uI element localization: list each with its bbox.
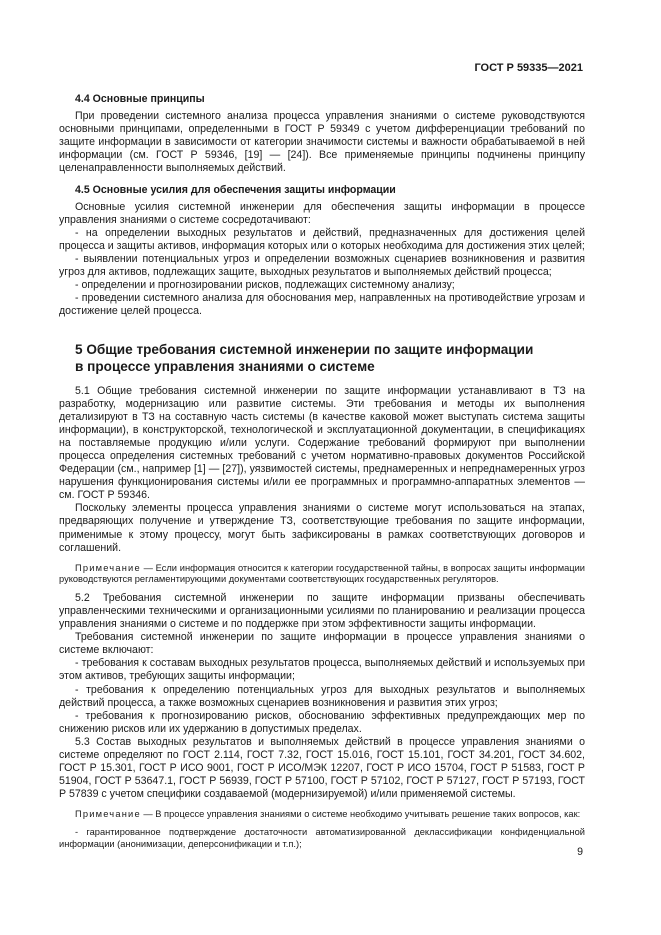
page-content <box>59 93 585 850</box>
section-4-4-text: При проведении системного анализа процесса управления знаниями о системе руководствуются основными принципами, определенными в ГОСТ Р 59349 с учетом дифференциации требований по защите информации в зависимости от категории значимости системы и важности обрабатываемой в ней информации (см. ГОСТ Р 59346, [19] — [24]). Все применяемые принципы подчинены принципу целенаправленности выполняемых действий. <box>59 110 585 175</box>
list-item: - требования к прогнозированию рисков, обоснованию эффективных предупреждающих мер по снижению рисков или их удержанию в допустимых пределах. <box>59 709 585 735</box>
section-5-title <box>75 341 585 375</box>
document-header: ГОСТ Р 59335—2021 <box>474 62 583 74</box>
section-5-title-line2: в процессе управления знаниями о системе <box>75 358 375 374</box>
paragraph-5-2-cont: Требования системной инженерии по защите информации в процессе управления знаниями о системе включают: <box>59 631 585 657</box>
list-item: - требования к определению потенциальных угроз для выходных результатов и выполняемых действий процесса, а также возможных сценариев возникновения и развития этих угроз; <box>59 683 585 709</box>
section-4-4-title: 4.4 Основные принципы <box>75 93 205 105</box>
list-item: - определении и прогнозировании рисков, подлежащих системному анализу; <box>75 279 455 292</box>
list-item: - требования к составам выходных результатов процесса, выполняемых действий и используемых при этом активов, требующих защиты информации; <box>59 657 585 683</box>
list-item: - выявлении потенциальных угроз и определении возможных сценариев возникновения и развития угроз для активов, подлежащих защите, выходных результатов и выполняемых действий процесса; <box>59 253 585 279</box>
note-label: Примечание <box>75 809 141 820</box>
note-label: Примечание <box>75 562 141 573</box>
paragraph-5-3: 5.3 Состав выходных результатов и выполняемых действий в процессе управления знаниями о системе определяют по ГОСТ 2.114, ГОСТ 7.32, ГОСТ 15.016, ГОСТ 15.101, ГОСТ 34.201, ГОСТ 34.602, ГОСТ Р 15.301, ГОСТ Р ИСО 9001, ГОСТ Р ИСО/МЭК 12207, ГОСТ Р ИСО 15704, ГОСТ Р 51583, ГОСТ Р 51904, ГОСТ Р 53647.1, ГОСТ Р 56939, ГОСТ Р 57100, ГОСТ Р 57102, ГОСТ Р 57127, ГОСТ Р 57193, ГОСТ Р 57839 с учетом специфики создаваемой (модернизируемой) и/или применяемой системы. <box>59 735 585 801</box>
paragraph-5-1-cont: Поскольку элементы процесса управления знаниями о системе могут использоваться на этапах, предваряющих получение и утверждение ТЗ, соответствующие требования по защите информации, применимые к этому процессу, могут быть зафиксированы в рамках соответствующих договоров и соглашений. <box>59 502 585 554</box>
note-2 <box>59 809 585 821</box>
paragraph-5-1: 5.1 Общие требования системной инженерии по защите информации устанавливают в ТЗ на разработку, модернизацию или развитие системы. Эти требования и методы их выполнения детализируют в ТЗ на составную часть системы (в качестве каковой может выступать система защиты информации), в конструкторской, технологической и эксплуатационной документации, в спецификациях на поставляемые продукцию и/или услуги. Содержание требований формируют при выполнении процесса определения системных требований с учетом нормативно-правовых документов Российской Федерации (см., например [1] — [27]), уязвимостей системы, преднамеренных и непреднамеренных угроз нарушения функционирования системы и/или ее программных и программно-аппаратных элементов — см. ГОСТ Р 59346. <box>59 384 585 502</box>
section-4-5-title: 4.5 Основные усилия для обеспечения защиты информации <box>75 183 396 196</box>
list-item: - на определении выходных результатов и действий, предназначенных для достижения целей процесса и защиты активов, информация которых или о которых необходима для достижения этих целей; <box>59 226 585 252</box>
note-text: — Если информация относится к категории государственной тайны, в вопросах защиты информации руководствуются регламентирующими документами соответствующих государственных регуляторов. <box>59 562 585 585</box>
list-item: - проведении системного анализа для обоснования мер, направленных на противодействие угрозам и достижение целей процесса. <box>59 292 585 318</box>
note-text: — В процессе управления знаниями о системе необходимо учитывать решение таких вопросов, как: <box>140 809 581 820</box>
section-5-title-line1: 5 Общие требования системной инженерии по защите информации <box>75 341 534 357</box>
page-number: 9 <box>577 846 583 858</box>
paragraph-5-2: 5.2 Требования системной инженерии по защите информации призваны обеспечивать управленческими техническими и организационными усилиями по планированию и реализации процесса управления знаниями о системе и по поддержке при этом эффективности защиты информации. <box>59 591 585 631</box>
note-1 <box>59 563 585 586</box>
section-4-5-intro: Основные усилия системной инженерии для обеспечения защиты информации в процессе управления знаниями о системе сосредотачивают: <box>59 200 585 226</box>
note-2-item: - гарантированное подтверждение достаточности автоматизированной деклассификации конфиденциальной информации (анонимизации, деперсонификации и т.п.); <box>59 827 585 849</box>
